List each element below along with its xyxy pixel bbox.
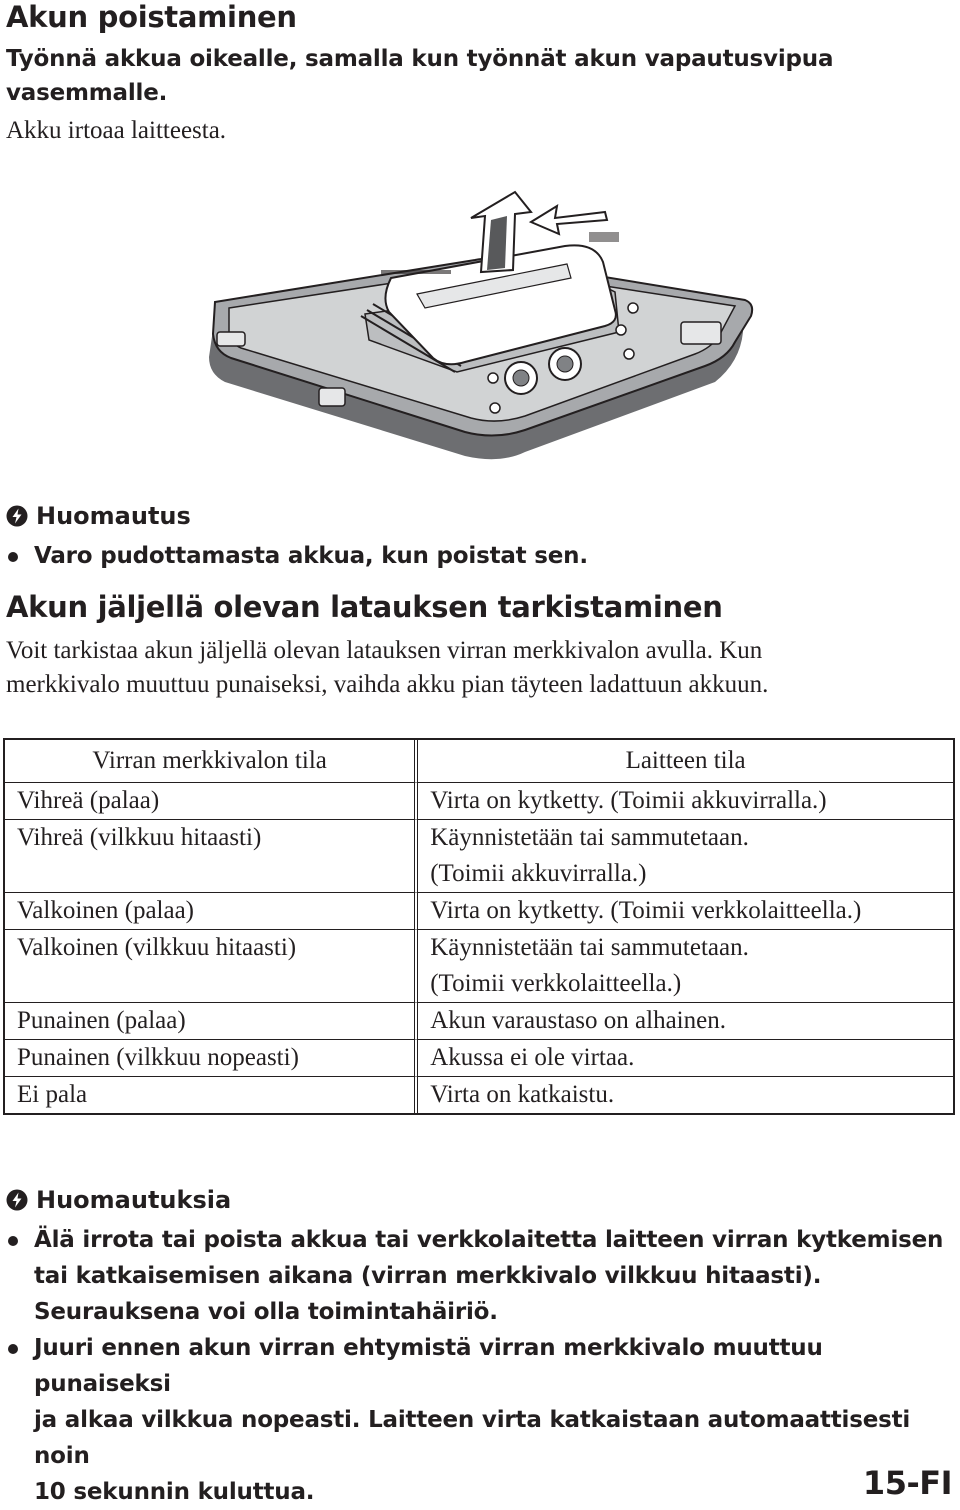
note-item [6,1330,956,1510]
note-line: Älä irrota tai poista akkua tai verkkolaitetta laitteen virran kytkemisen [34,1227,944,1253]
note-heading [6,502,191,530]
cell-line: Akussa ei ole virtaa. [430,1044,635,1071]
removal-instruction [6,42,956,110]
column-header-indicator: Virran merkkivalon tila [5,740,418,783]
device-state-cell [418,1077,953,1113]
table-body [5,783,953,1113]
note-heading-text: Huomautus [36,502,191,530]
table-row [5,783,953,820]
indicator-state-cell [5,1003,418,1040]
indicator-state-cell [5,1040,418,1077]
note-item [6,1222,956,1330]
battery-check-description [6,634,956,702]
notes-heading-text: Huomautuksia [36,1186,232,1214]
table-row [5,1040,953,1077]
description-line: Voit tarkistaa akun jäljellä olevan latauksen virran merkkivalon avulla. Kun [6,637,763,664]
note-line: Juuri ennen akun virran ehtymistä virran merkkivalo muuttuu punaiseksi [34,1335,823,1397]
instruction-line: vasemmalle. [6,80,168,106]
table-row [5,1077,953,1113]
device-state-cell [418,893,953,930]
cell-line: Vihreä (palaa) [17,787,160,814]
note-line: Seurauksena voi olla toimintahäiriö. [34,1299,498,1325]
page-number: 15-FI [862,1464,952,1502]
cell-line: Punainen (palaa) [17,1007,186,1034]
cell-line: Käynnistetään tai sammutetaan. [430,934,749,961]
note-line: tai katkaisemisen aikana (virran merkkivalo vilkkuu hitaasti). [34,1263,822,1289]
instruction-line: Työnnä akkua oikealle, samalla kun työnnät akun vapautusvipua [6,46,834,72]
removal-result: Akku irtoaa laitteesta. [6,117,227,144]
device-battery-removal-illustration [195,182,765,472]
indicator-state-cell [5,893,418,930]
device-state-cell [418,930,953,1003]
indicator-state-cell [5,930,418,1003]
cell-line: Punainen (vilkkuu nopeasti) [17,1044,299,1071]
cell-line: Valkoinen (palaa) [17,897,195,924]
cell-line: (Toimii verkkolaitteella.) [430,970,682,997]
indicator-state-cell [5,783,418,820]
table-row [5,1003,953,1040]
cell-line: Akun varaustaso on alhainen. [430,1007,726,1034]
cell-line: Virta on katkaistu. [430,1081,615,1108]
table-row [5,820,953,893]
section-title-battery-removal: Akun poistaminen [6,0,297,34]
power-indicator-table [3,738,955,1115]
note-line: ja alkaa vilkkua nopeasti. Laitteen virta katkaistaan automaattisesti noin [34,1407,911,1469]
table-row [5,893,953,930]
cell-line: Virta on kytketty. (Toimii verkkolaitteella.) [430,897,862,924]
device-state-cell [418,783,953,820]
cell-line: Virta on kytketty. (Toimii akkuvirralla.) [430,787,827,814]
caution-circle-icon [6,505,28,527]
indicator-state-cell [5,820,418,893]
device-state-cell [418,1040,953,1077]
table-row [5,930,953,1003]
column-header-device-state: Laitteen tila [418,740,953,783]
cell-line: Vihreä (vilkkuu hitaasti) [17,824,262,851]
cell-line: Valkoinen (vilkkuu hitaasti) [17,934,297,961]
note-list [6,538,588,574]
notes-list [6,1222,956,1510]
note-item: Varo pudottamasta akkua, kun poistat sen. [6,538,588,574]
cell-line: Käynnistetään tai sammutetaan. [430,824,749,851]
table-header-row [5,740,953,783]
note-line: 10 sekunnin kuluttua. [34,1479,315,1505]
cell-line: (Toimii akkuvirralla.) [430,860,647,887]
notes-heading [6,1186,231,1214]
indicator-state-cell [5,1077,418,1113]
caution-circle-icon [6,1189,28,1211]
section-title-battery-check: Akun jäljellä olevan latauksen tarkistaminen [6,590,723,624]
device-state-cell [418,820,953,893]
description-line: merkkivalo muuttuu punaiseksi, vaihda akku pian täyteen ladattuun akkuun. [6,671,769,698]
device-state-cell [418,1003,953,1040]
cell-line: Ei pala [17,1081,88,1108]
